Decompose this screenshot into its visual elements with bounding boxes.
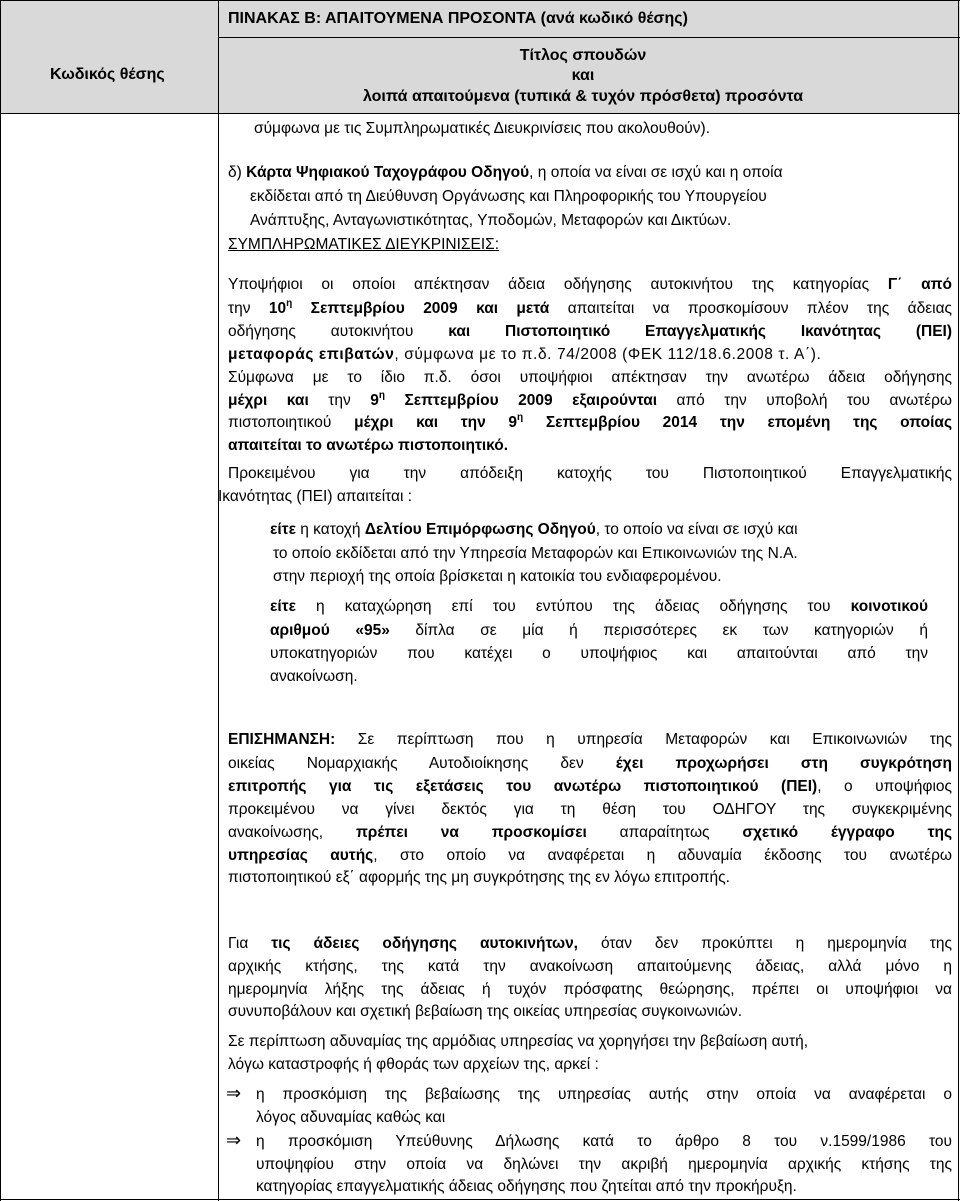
intro-line: σύμφωνα με τις Συμπληρωματικές Διευκρινίσεις που ακολουθούν). [254,120,711,137]
para1-line-6: μέχρι και την $9^\eta$ Σεπτεμβρίου 2009 εξαιρούνται από την υποβολή του ανωτέρω [228,390,953,409]
table-border-left [0,0,1,1201]
bullet-1-line-1: η προσκόμιση της βεβαίωσης της υπηρεσίας αυτής στην οποία να αναφέρεται ο [256,1086,952,1103]
supplementary-heading: ΣΥΜΠΛΗΡΩΜΑΤΙΚΕΣ ΔΙΕΥΚΡΙΝΙΣΕΙΣ: [228,236,500,253]
table-border-bottom [0,1199,960,1200]
card-line-3: Ανάπτυξης, Ανταγωνιστικότητας, Υποδομών, Μεταφορών και Δικτύων. [250,212,732,229]
notice-line-3: επιτροπής για τις εξετάσεις του ανωτέρω πιστοποιητικού (ΠΕΙ), ο υποψήφιος [228,778,953,795]
notice-line-2: οικείας Νομαρχιακής Αυτοδιοίκησης δεν έχει προχωρήσει στη συγκρότηση [228,755,952,772]
table-border-top [0,0,960,1]
arrow-bullet-icon: ⇒ [226,1083,242,1103]
licenses-line-3: ημερομηνία λήξης της άδειας ή τυχόν πρόσφατης θεώρησης, πρέπει οι υποψήφιοι να [228,981,952,998]
inability-line-2: λόγω καταστροφής ή φθοράς των αρχείων της, αρκεί : [228,1056,599,1073]
licenses-line-1: Για τις άδειες οδήγησης αυτοκινήτων, όταν δεν προκύπτει η ημερομηνία της [228,935,952,952]
card-line-1: δ) Κάρτα Ψηφιακού Ταχογράφου Οδηγού, η οποία να είναι σε ισχύ και η οποία [228,164,783,181]
bullet-1-line-2: λόγος αδυναμίας καθώς και [256,1109,446,1126]
para2-line-2: Ικανότητας (ΠΕΙ) απαιτείται : [218,488,413,505]
column-header-title-line1: Τίτλος σπουδών [519,47,647,64]
inability-line-1: Σε περίπτωση αδυναμίας της αρμόδιας υπηρεσίας να χορηγήσει την βεβαίωση αυτή, [228,1033,809,1050]
either2-line-4: ανακοίνωση. [270,668,358,685]
licenses-line-2: αρχικής κτήσης, της κατά την ανακοίνωση απαιτούμενης άδειας, αλλά μόνο η [228,958,952,975]
bullet-2-line-2: υποψηφίου στην οποία να δηλώνει την ακριβή ημερομηνία αρχικής κτήσης της [256,1156,952,1173]
column-header-title-line3: λοιπά απαιτούμενα (τυπικά & τυχόν πρόσθετα) προσόντα [362,88,804,105]
notice-line-4: προκειμένου να γίνει δεκτός για τη θέση του ΟΔΗΓΟΥ της συγκεκριμένης [228,801,952,818]
para1-line-8: απαιτείται το ανωτέρω πιστοποιητικό. [228,437,509,454]
notice-line-7: πιστοποιητικού εξ΄ αφορμής της μη συγκρότησης της εν λόγω επιτροπής. [228,869,730,886]
column-header-code: Κωδικός θέσης [50,66,165,83]
bullet-2-line-1: η προσκόμιση Υπεύθυνης Δήλωσης κατά το άρθρο 8 του ν.1599/1986 του [256,1133,952,1150]
either1-line-3: στην περιοχή της οποία βρίσκεται η κατοικία του ενδιαφερομένου. [273,568,722,585]
either1-line-1: είτε η κατοχή Δελτίου Επιμόρφωσης Οδηγού, το οποίο να είναι σε ισχύ και [270,521,798,538]
table-border-right [958,0,959,1201]
notice-line-1: ΕΠΙΣΗΜΑΝΣΗ: Σε περίπτωση που η υπηρεσία Μεταφορών και Επικοινωνιών της [228,731,952,748]
either1-line-2: το οποίο εκδίδεται από την Υπηρεσία Μεταφορών και Επικοινωνιών της Ν.Α. [273,545,798,562]
para1-line-4: μεταφοράς επιβατών, σύμφωνα με το π.δ. 74/2008 (ΦΕΚ 112/18.6.2008 τ. Α΄). [228,346,822,363]
notice-line-5: ανακοίνωσης, πρέπει να προσκομίσει απαραίτητως σχετικό έγγραφο της [228,824,953,841]
para1-line-7: πιστοποιητικού μέχρι και την $9^\eta$ Σεπτεμβρίου 2014 την επομένη της οποίας [228,412,953,431]
para1-line-2: την $10^\eta$ Σεπτεμβρίου 2009 και μετά απαιτείται να προσκομίσουν πλέον της άδειας [228,298,953,317]
either2-line-3: υποκατηγοριών που κατέχει ο υποψήφιος και απαιτούνται από την [270,645,928,662]
table-header-bottom [0,113,960,114]
table-header-divider [218,37,960,38]
bullet-2-line-3: κατηγορίας επαγγελματικής άδειας οδήγησης που ζητείται από την προκήρυξη. [256,1178,797,1195]
arrow-bullet-icon: ⇒ [226,1130,242,1150]
licenses-line-4: συνυποβάλουν και σχετική βεβαίωση της οικείας υπηρεσίας συγκοινωνιών. [228,1003,743,1020]
card-line-2: εκδίδεται από τη Διεύθυνση Οργάνωσης και Πληροφορικής του Υπουργείου [250,188,767,205]
notice-line-6: υπηρεσίας αυτής, στο οποίο να αναφέρεται η αδυναμία έκδοσης του ανωτέρω [228,847,952,864]
either2-line-2: αριθμού «95» δίπλα σε μία ή περισσότερες εκ των κατηγοριών ή [270,622,928,639]
para1-line-1: Υποψήφιοι οι οποίοι απέκτησαν άδεια οδήγησης αυτοκινήτου της κατηγορίας Γ΄ από [228,276,953,293]
table-title: ΠΙΝΑΚΑΣ Β: ΑΠΑΙΤΟΥΜΕΝΑ ΠΡΟΣΟΝΤΑ (ανά κωδικό θέσης) [228,10,688,27]
either2-line-1: είτε η καταχώρηση επί του εντύπου της άδειας οδήγησης του κοινοτικού [270,598,928,615]
para1-line-5: Σύμφωνα με το ίδιο π.δ. όσοι υποψήφιοι απέκτησαν την ανωτέρω άδεια οδήγησης [228,369,952,386]
table-column-divider [218,0,219,1201]
column-header-title-line2: και [571,67,595,84]
para1-line-3: οδήγησης αυτοκινήτου και Πιστοποιητικό Επαγγελματικής Ικανότητας (ΠΕΙ) [228,323,952,340]
para2-line-1: Προκειμένου για την απόδειξη κατοχής του Πιστοποιητικού Επαγγελματικής [228,465,952,482]
